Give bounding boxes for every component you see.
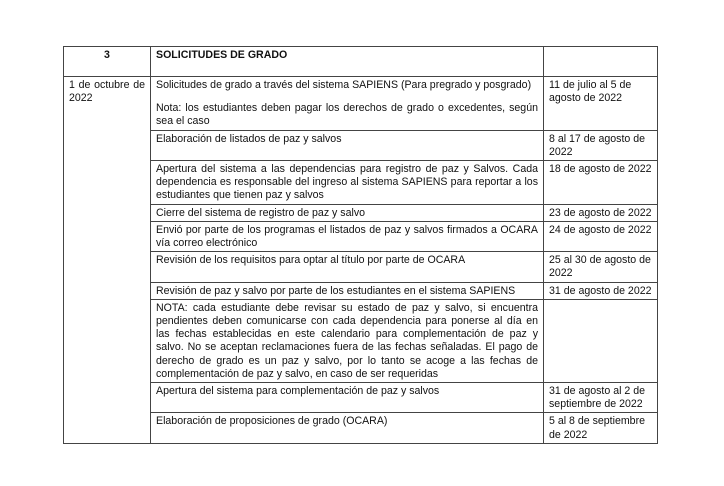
table-row [64, 282, 658, 299]
date-cell: 18 de agosto de 2022 [544, 161, 658, 205]
activity-cell: Cierre del sistema de registro de paz y salvo [151, 204, 544, 221]
table-row [64, 252, 658, 282]
section-header-row [64, 47, 658, 77]
start-date-cell: 1 de octubre de 2022 [64, 77, 151, 444]
table-row [64, 130, 658, 160]
table-row [64, 77, 658, 131]
table-row [64, 299, 658, 382]
table-row [64, 413, 658, 443]
activity-cell: Revisión de los requisitos para optar al título por parte de OCARA [151, 252, 544, 282]
date-cell: 8 al 17 de agosto de 2022 [544, 130, 658, 160]
activity-cell: Envió por parte de los programas el listados de paz y salvos firmados a OCARA vía correo electrónico [151, 221, 544, 251]
activity-cell: Revisión de paz y salvo por parte de los estudiantes en el sistema SAPIENS [151, 282, 544, 299]
date-cell: 31 de agosto de 2022 [544, 282, 658, 299]
section-number: 3 [64, 47, 151, 77]
activity-cell: Elaboración de proposiciones de grado (OCARA) [151, 413, 544, 443]
section-header-empty-cell [544, 47, 658, 77]
date-cell: 23 de agosto de 2022 [544, 204, 658, 221]
activity-cell: Elaboración de listados de paz y salvos [151, 130, 544, 160]
date-cell [544, 299, 658, 382]
date-cell: 24 de agosto de 2022 [544, 221, 658, 251]
date-cell: 11 de julio al 5 de agosto de 2022 [544, 77, 658, 131]
table-row [64, 161, 658, 205]
grade-requests-schedule-table [63, 46, 658, 444]
section-title: SOLICITUDES DE GRADO [151, 47, 544, 77]
table-row [64, 383, 658, 413]
activity-cell: Apertura del sistema a las dependencias para registro de paz y Salvos. Cada dependencia es responsable del ingreso al sistema SAPIENS para reportar a los estudiantes que tienen paz y salvos [151, 161, 544, 205]
activity-text: Solicitudes de grado a través del sistema SAPIENS (Para pregrado y posgrado) [156, 79, 532, 91]
activity-cell [151, 77, 544, 131]
activity-note: Nota: los estudiantes deben pagar los derechos de grado o excedentes, según sea el caso [156, 102, 538, 128]
activity-cell: NOTA: cada estudiante debe revisar su estado de paz y salvo, si encuentra pendientes deben comunicarse con cada dependencia para ponerse al día en las fechas establecidas en este calendario para complementación de paz y salvo. No se aceptan reclamaciones fuera de las fechas señaladas. El pago de derecho de grado es un paz y salvo, por lo tanto se acoge a las fechas de complementación de paz y salvo, en caso de ser requeridas [151, 299, 544, 382]
date-cell: 31 de agosto al 2 de septiembre de 2022 [544, 383, 658, 413]
date-cell: 5 al 8 de septiembre de 2022 [544, 413, 658, 443]
activity-cell: Apertura del sistema para complementación de paz y salvos [151, 383, 544, 413]
table-row [64, 204, 658, 221]
table-row [64, 221, 658, 251]
date-cell: 25 al 30 de agosto de 2022 [544, 252, 658, 282]
